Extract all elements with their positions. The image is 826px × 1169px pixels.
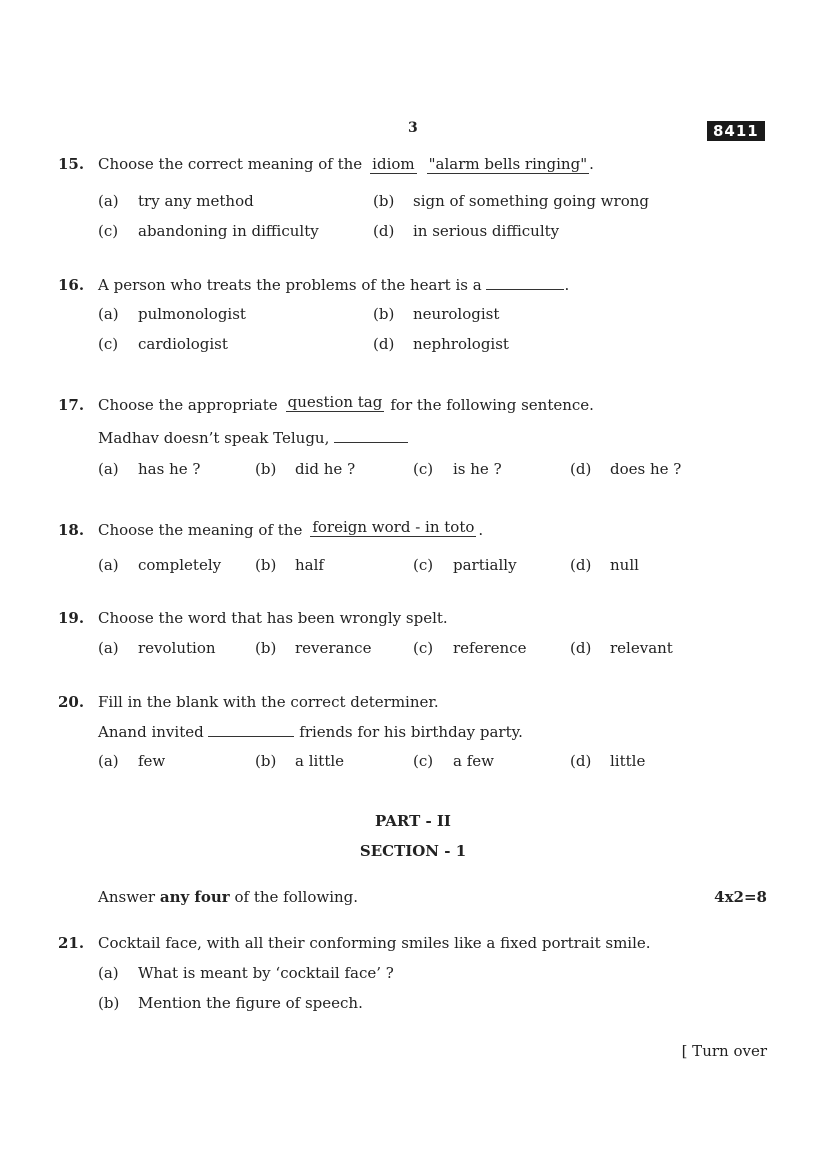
option-label: (b) xyxy=(255,639,277,657)
question-text xyxy=(98,393,594,415)
sentence-text: friends for his birthday party. xyxy=(299,723,523,741)
option-label: (d) xyxy=(373,335,395,353)
option-label: (a) xyxy=(98,460,119,478)
section-title: SECTION - 1 xyxy=(359,842,467,860)
question-text-part: Choose the correct meaning of the xyxy=(98,155,363,173)
option-text: cardiologist xyxy=(138,335,228,353)
option-label: (b) xyxy=(255,556,277,574)
question-text-part: Choose the appropriate xyxy=(98,396,278,414)
option-label: (c) xyxy=(98,222,119,240)
answer-blank xyxy=(208,724,294,737)
paper-code-badge: 8411 xyxy=(707,121,765,141)
sub-question-text: Mention the figure of speech. xyxy=(138,994,363,1012)
question-number: 18. xyxy=(58,521,85,539)
option-label: (d) xyxy=(373,222,395,240)
page-number: 3 xyxy=(408,120,418,136)
underlined-term: foreign word - in toto xyxy=(312,518,475,536)
question-sentence xyxy=(98,429,408,447)
sentence-text: Madhav doesn’t speak Telugu, xyxy=(98,429,330,447)
answer-blank xyxy=(486,277,564,290)
option-label: (a) xyxy=(98,305,119,323)
option-text: completely xyxy=(138,556,222,574)
option-label: (d) xyxy=(570,752,592,770)
question-text: Choose the word that has been wrongly spelt. xyxy=(98,609,448,627)
option-label: (d) xyxy=(570,639,592,657)
option-label: (c) xyxy=(413,752,434,770)
question-text-part: . xyxy=(478,521,484,539)
instruction-emphasis: any four xyxy=(159,888,230,906)
option-label: (d) xyxy=(570,556,592,574)
question-number: 20. xyxy=(58,693,85,711)
option-label: (a) xyxy=(98,192,119,210)
question-number: 19. xyxy=(58,609,85,627)
question-text: Cocktail face, with all their conforming smiles like a fixed portrait smile. xyxy=(98,934,651,952)
question-number: 21. xyxy=(58,934,85,952)
answer-blank xyxy=(334,430,408,443)
option-text: null xyxy=(610,556,639,574)
instruction-part: of the following. xyxy=(234,888,359,906)
option-text: half xyxy=(295,556,324,574)
option-text: in serious difficulty xyxy=(413,222,560,240)
part-title: PART - II xyxy=(375,812,451,830)
option-text: try any method xyxy=(138,192,254,210)
question-text-part: . xyxy=(564,276,570,294)
question-number: 15. xyxy=(58,155,85,173)
option-text: abandoning in difficulty xyxy=(138,222,319,240)
option-text: reverance xyxy=(295,639,372,657)
option-label: (c) xyxy=(413,556,434,574)
question-text-part: A person who treats the problems of the heart is a xyxy=(98,276,482,294)
option-label: (a) xyxy=(98,639,119,657)
option-text: does he ? xyxy=(610,460,682,478)
question-text-part: Choose the meaning of the xyxy=(98,521,303,539)
option-label: (b) xyxy=(373,305,395,323)
question-text xyxy=(98,518,484,540)
option-label: (d) xyxy=(570,460,592,478)
instruction-part: Answer xyxy=(98,888,156,906)
option-label: (b) xyxy=(255,460,277,478)
option-text: nephrologist xyxy=(413,335,509,353)
sub-question-label: (b) xyxy=(98,994,120,1012)
question-number: 17. xyxy=(58,396,85,414)
question-sentence xyxy=(98,723,523,741)
option-label: (b) xyxy=(255,752,277,770)
option-text: is he ? xyxy=(453,460,502,478)
sub-question-label: (a) xyxy=(98,964,119,982)
option-text: partially xyxy=(453,556,517,574)
option-text: reference xyxy=(453,639,527,657)
option-text: a little xyxy=(295,752,345,770)
option-text: few xyxy=(138,752,166,770)
question-text-part: for the following sentence. xyxy=(390,396,594,414)
option-label: (c) xyxy=(413,460,434,478)
question-text xyxy=(98,155,594,174)
option-text: sign of something going wrong xyxy=(413,192,649,210)
option-text: did he ? xyxy=(295,460,356,478)
underlined-term: idiom xyxy=(372,155,415,173)
option-label: (b) xyxy=(373,192,395,210)
question-text: Fill in the blank with the correct determiner. xyxy=(98,693,439,711)
option-label: (a) xyxy=(98,752,119,770)
underlined-term: question tag xyxy=(287,393,383,411)
question-number: 16. xyxy=(58,276,85,294)
underlined-term: "alarm bells ringing" xyxy=(428,155,588,173)
option-text: relevant xyxy=(610,639,673,657)
option-text: little xyxy=(610,752,646,770)
option-text: pulmonologist xyxy=(138,305,246,323)
sentence-text: Anand invited xyxy=(98,723,204,741)
option-label: (c) xyxy=(98,335,119,353)
instruction-text xyxy=(98,888,358,906)
turn-over-label: [ Turn over xyxy=(681,1042,767,1060)
option-text: neurologist xyxy=(413,305,500,323)
option-text: revolution xyxy=(138,639,216,657)
marks-label: 4x2=8 xyxy=(714,888,767,906)
option-text: has he ? xyxy=(138,460,201,478)
question-text xyxy=(98,276,569,294)
sub-question-text: What is meant by ‘cocktail face’ ? xyxy=(138,964,394,982)
question-text-part: . xyxy=(589,155,594,173)
option-label: (c) xyxy=(413,639,434,657)
option-text: a few xyxy=(453,752,494,770)
option-label: (a) xyxy=(98,556,119,574)
